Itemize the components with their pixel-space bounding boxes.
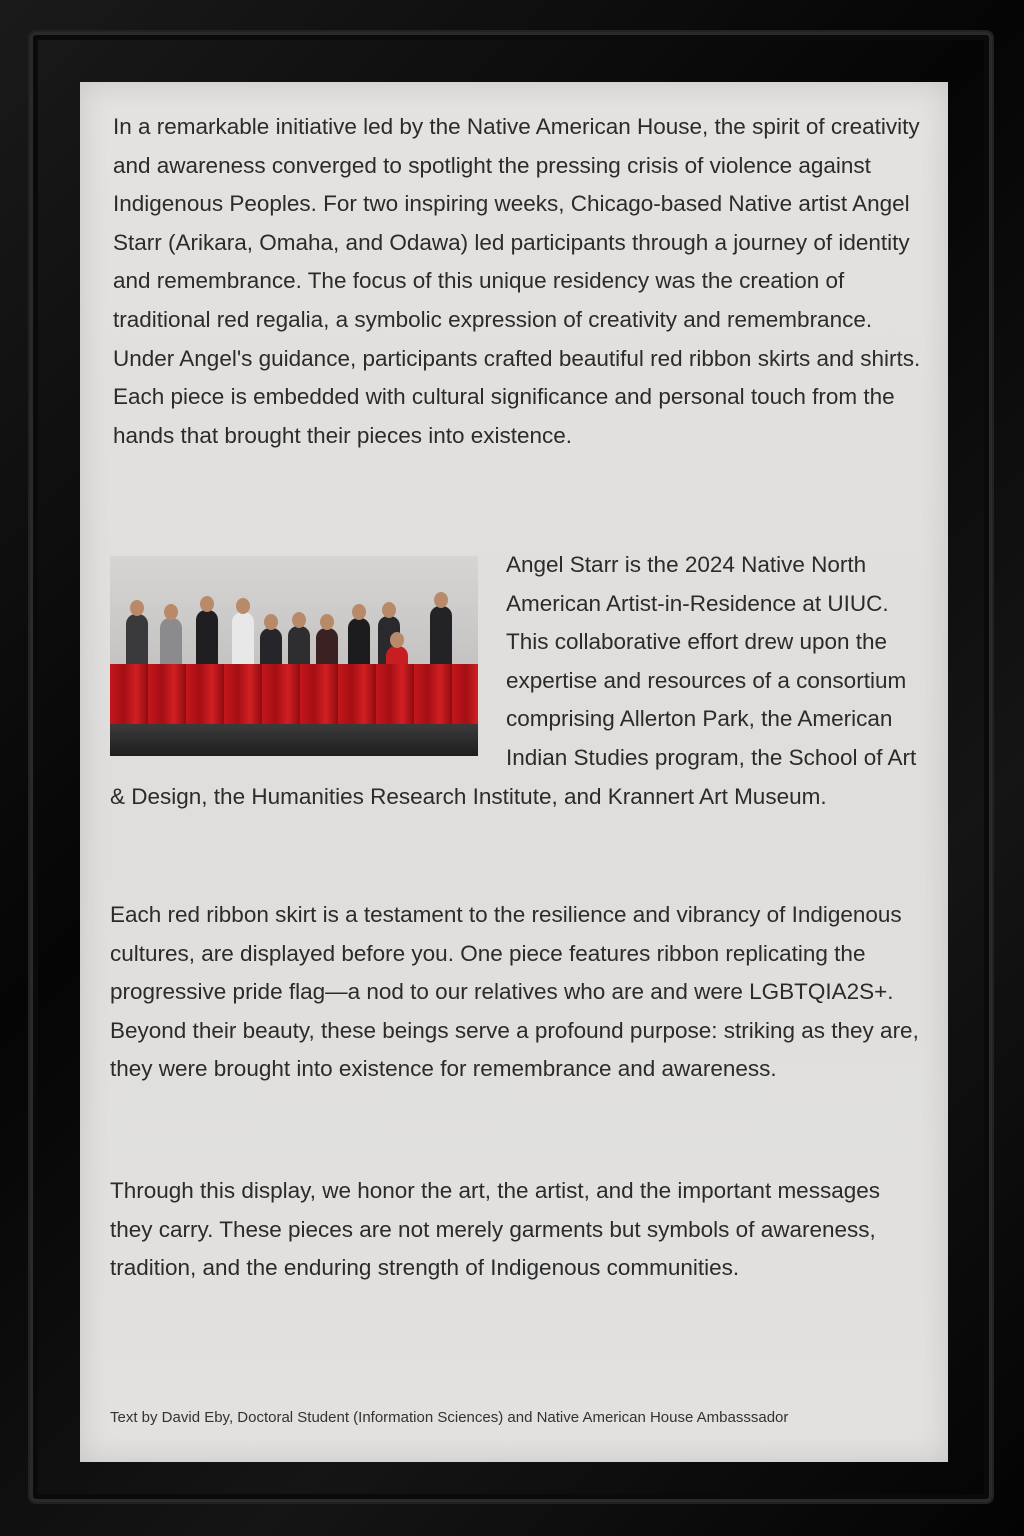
group-photo [110,556,478,756]
photo-red-regalia [110,664,478,726]
closing-paragraph: Through this display, we honor the art, the artist, and the important messages they carry. These pieces are not merely garments but symbols of awareness, tradition, and the enduring strength of Indigenous communities. [110,1178,880,1281]
author-credit: Text by David Eby, Doctoral Student (Information Sciences) and Native American House Ambasssador [110,1409,789,1426]
photo-floor [110,724,478,756]
placard-paper [80,82,948,1462]
skirts-paragraph: Each red ribbon skirt is a testament to the resilience and vibrancy of Indigenous cultures, are displayed before you. One piece features ribbon replicating the progressive pride flag—a nod to our relatives who are and were LGBTQIA2S+. Beyond their beauty, these beings serve a profound purpose: striking as they are, they were brought into existence for remembrance and awareness. [110,902,919,1082]
intro-paragraph: In a remarkable initiative led by the Native American House, the spirit of creativity and awareness converged to spotlight the pressing crisis of violence against Indigenous Peoples. For two inspiring weeks, Chicago-based Native artist Angel Starr (Arikara, Omaha, and Odawa) led participants through a journey of identity and remembrance. The focus of this unique residency was the creation of traditional red regalia, a symbolic expression of creativity and remembrance. Under Angel's guidance, participants crafted beautiful red ribbon skirts and shirts. Each piece is embedded with cultural significance and personal touch from the hands that brought their pieces into existence. [113,114,921,448]
residency-paragraph: Angel Starr is the 2024 Native North American Artist-in-Residence at UIUC. This collaborative effort drew upon the expertise and resources of a consortium comprising Allerton Park, the American Indian Studies program, the School of Art & Design, the Humanities Research Institute, and Krannert Art Museum. [110,552,917,809]
residency-section [110,546,922,816]
